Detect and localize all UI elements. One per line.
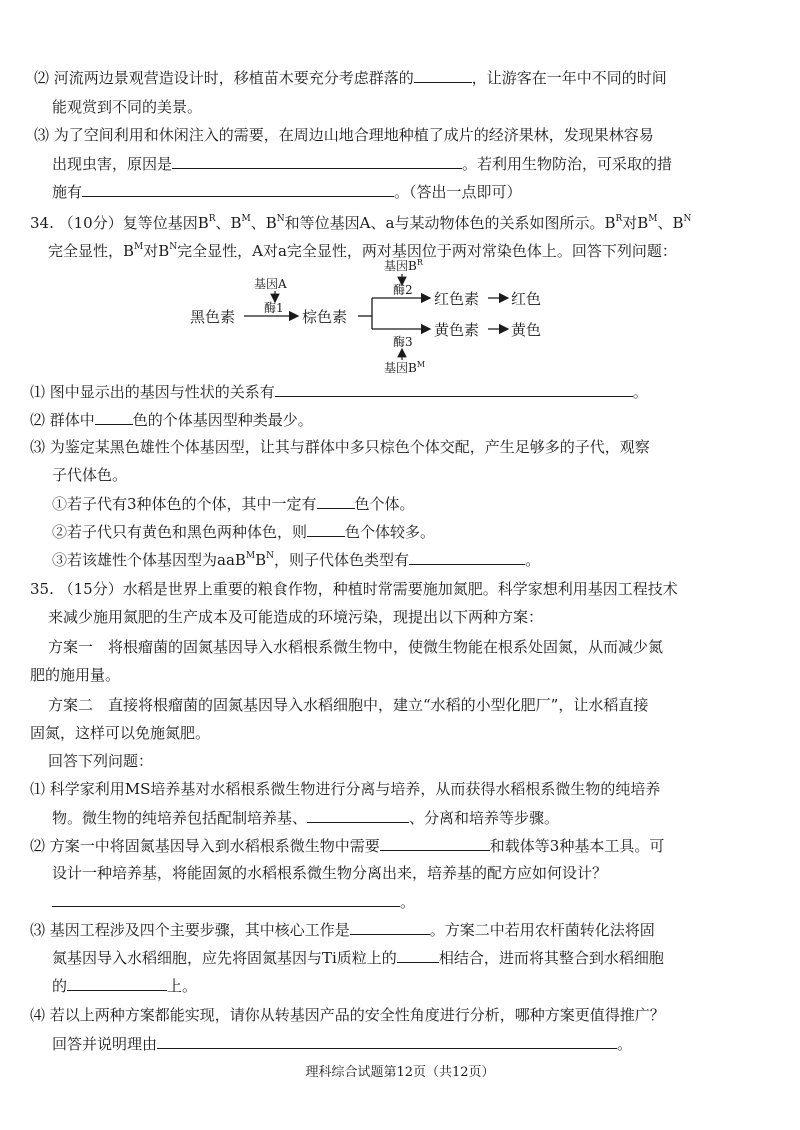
answer-blank[interactable]	[409, 548, 525, 565]
brown-pigment-label: 棕色素	[302, 308, 348, 326]
enzyme2-label: 酶2	[393, 283, 413, 297]
yellow-pigment-label: 黄色素	[434, 321, 480, 339]
q35-p2-line1: ⑵ 方案一中将固氮基因导入到水稻根系微生物中需要 和载体等3种基本工具。可	[30, 834, 664, 857]
q35-stem-line1: 35. （15分）水稻是世界上重要的粮食作物，种植时常需要施加氮肥。科学家想利用基因工程技术	[30, 580, 678, 598]
q35-p4-line2: 回答并说明理由 。	[52, 1032, 632, 1055]
q35-plan1-line1: 方案一 将根瘤菌的固氮基因导入水稻根系微生物中，使微生物能在根系处固氮，从而减少氮	[48, 638, 664, 656]
answer-blank[interactable]	[67, 974, 167, 991]
answer-blank[interactable]	[52, 890, 400, 907]
answer-blank[interactable]	[307, 520, 345, 537]
q34-sub1: ①若子代有3种体色的个体，其中一定有 色个体。	[52, 492, 415, 515]
q35-plan2-line1: 方案二 直接将根瘤菌的固氮基因导入水稻细胞中，建立“水稻的小型化肥厂”，让水稻直接	[48, 696, 649, 714]
q34-stem-line1: 34. （10分）复等位基因$B^R$、$B^M$、$B^N$和等位基因A、a与某动物体色的关系如图所示。$B^R$对$B^M$、$B^N$	[30, 214, 692, 232]
q35-p3-line3: 的 上。	[52, 974, 197, 997]
q33-p3-line1: ⑶ 为了空间利用和休闲注入的需要，在周边山地合理地种植了成片的经济果林，发现果林容易	[34, 126, 654, 144]
q34-stem-line2: 完全显性，$B^M$对$B^N$完全显性，A对a完全显性，两对基因位于两对常染色体上。回答下列问题：	[48, 242, 677, 260]
q35-p3-line2: 氮基因导入水稻细胞，应先将固氮基因与Ti质粒上的 相结合，进而将其整合到水稻细胞	[52, 946, 664, 969]
answer-blank[interactable]	[397, 946, 439, 963]
q34-sub2: ②若子代只有黄色和黑色两种体色，则 色个体较多。	[52, 520, 435, 543]
q35-plan2-line2: 固氮，这样可以免施氮肥。	[30, 724, 211, 742]
q35-plan1-line2: 肥的施用量。	[30, 666, 121, 684]
page-footer: 理科综合试题第12页（共12页）	[305, 1065, 495, 1080]
q33-p2-line2: 能观赏到不同的美景。	[52, 98, 203, 116]
answer-blank[interactable]	[317, 492, 355, 509]
answer-blank[interactable]	[172, 152, 462, 169]
gene-a-label: 基因A	[254, 277, 287, 291]
q35-answer-prompt: 回答下列问题：	[48, 752, 154, 770]
q35-p2-line3: 。	[52, 890, 415, 913]
answer-blank[interactable]	[350, 918, 430, 935]
q33-p2-line1: ⑵ 河流两边景观营造设计时，移植苗木要充分考虑群落的 ，让游客在一年中不同的时间	[34, 66, 667, 89]
red-color-label: 红色	[511, 290, 542, 308]
q35-stem-line2: 来减少施用氮肥的生产成本及可能造成的环境污染，现提出以下两种方案：	[48, 608, 544, 626]
answer-blank[interactable]	[82, 180, 394, 197]
black-pigment-label: 黑色素	[190, 308, 236, 326]
answer-blank[interactable]	[307, 806, 409, 823]
q33-p3-line3: 施有 。（答出一点即可）	[52, 180, 522, 203]
q35-p4-line1: ⑷ 若以上两种方案都能实现，请你从转基因产品的安全性角度进行分析，哪种方案更值得推广？	[30, 1006, 665, 1024]
answer-blank[interactable]	[157, 1032, 617, 1049]
q34-p3-line1: ⑶ 为鉴定某黑色雄性个体基因型，让其与群体中多只棕色个体交配，产生足够多的子代，观察	[30, 438, 650, 456]
q33-p3-line2: 出现虫害，原因是 。若利用生物防治，可采取的措	[52, 152, 672, 175]
q34-sub3: ③若该雄性个体基因型为$aaB^MB^N$，则子代体色类型有 。	[52, 548, 540, 571]
enzyme3-label: 酶3	[393, 335, 413, 349]
red-pigment-label: 红色素	[434, 290, 480, 308]
q35-p1-line1: ⑴ 科学家利用MS培养基对水稻根系微生物进行分离与培养，从而获得水稻根系微生物的纯培养	[30, 780, 661, 798]
q34-p1: ⑴ 图中显示出的基因与性状的关系有 。	[30, 380, 648, 403]
yellow-color-label: 黄色	[511, 321, 542, 339]
q34-p2: ⑵ 群体中 色的个体基因型种类最少。	[30, 408, 313, 431]
gene-bm-label: 基因$B^M$	[384, 360, 426, 375]
answer-blank[interactable]	[275, 380, 633, 397]
q35-p1-line2: 物。微生物的纯培养包括配制培养基、 、分离和培养等步骤。	[52, 806, 559, 829]
answer-blank[interactable]	[380, 834, 490, 851]
gene-br-label: 基因$B^R$	[384, 258, 423, 273]
answer-blank[interactable]	[95, 408, 133, 425]
q35-p3-line1: ⑶ 基因工程涉及四个主要步骤，其中核心工作是 。方案二中若用农杆菌转化法将固	[30, 918, 655, 941]
q34-p3-line2: 子代体色。	[52, 466, 128, 484]
pigment-pathway-diagram	[180, 258, 560, 376]
answer-blank[interactable]	[414, 66, 472, 83]
q35-p2-line2: 设计一种培养基，将能固氮的水稻根系微生物分离出来，培养基的配方应如何设计？	[52, 864, 608, 882]
enzyme1-label: 酶1	[264, 301, 284, 315]
